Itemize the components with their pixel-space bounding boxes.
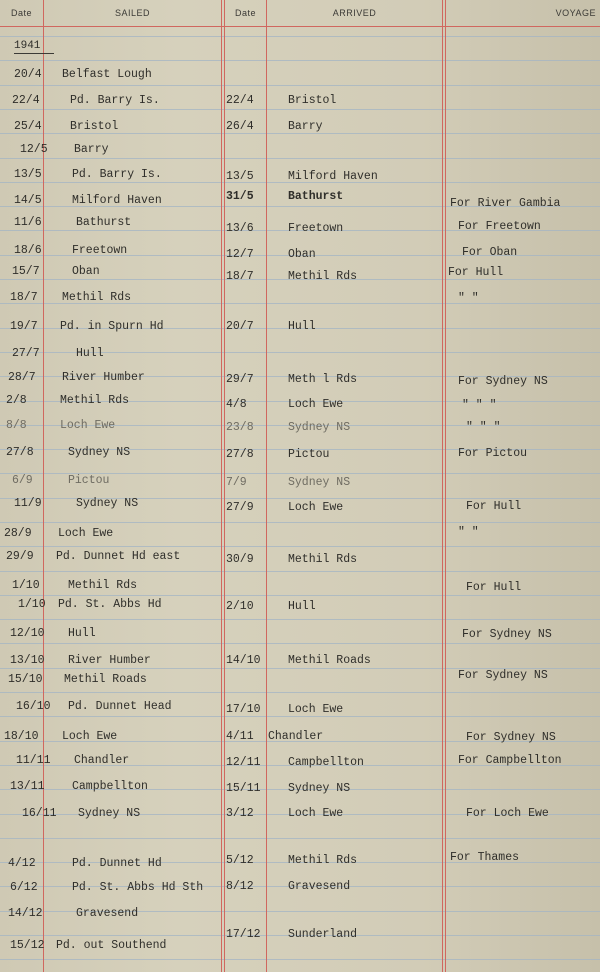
voyage-note: For Loch Ewe (466, 807, 549, 820)
arrived-date: 18/7 (226, 270, 254, 283)
ruled-line (0, 838, 600, 839)
arrived-date: 14/10 (226, 654, 261, 667)
sailed-place: Pd. Barry Is. (72, 168, 162, 181)
header-date-arrived: Date (234, 8, 256, 18)
arrived-date: 5/12 (226, 854, 254, 867)
ruled-line (0, 60, 600, 61)
header-arrived: ARRIVED (332, 8, 377, 18)
sailed-place: Hull (68, 627, 96, 640)
ruled-line (0, 85, 600, 86)
voyage-note: For Hull (466, 581, 522, 594)
sailed-place: Bathurst (76, 216, 132, 229)
sailed-place: Pd. St. Abbs Hd Sth (72, 881, 204, 894)
sailed-date: 11/6 (14, 216, 42, 229)
header-sailed: SAILED (114, 8, 150, 18)
arrived-place: Meth l Rds (288, 373, 358, 386)
sailed-date: 15/10 (8, 673, 43, 686)
arrived-date: 27/9 (226, 501, 254, 514)
arrived-date: 2/10 (226, 600, 254, 613)
sailed-place: Loch Ewe (62, 730, 118, 743)
sailed-date: 6/12 (10, 881, 38, 894)
arrived-date: 4/11 (226, 730, 254, 743)
ruled-line (0, 158, 600, 159)
arrived-place: Sydney NS (288, 476, 351, 489)
arrived-date: 22/4 (226, 94, 254, 107)
arrived-date: 13/6 (226, 222, 254, 235)
voyage-note: " " (458, 526, 479, 539)
sailed-date: 15/7 (12, 265, 40, 278)
arrived-place: Loch Ewe (288, 703, 344, 716)
sailed-date: 2/8 (6, 394, 27, 407)
sailed-place: Pd. Dunnet Hd (72, 857, 162, 870)
arrived-place: Bristol (288, 94, 337, 107)
sailed-place: Bristol (70, 120, 119, 133)
ruled-line (0, 109, 600, 110)
voyage-note: " " (458, 292, 479, 305)
sailed-place: Gravesend (76, 907, 139, 920)
ruled-line (0, 522, 600, 523)
sailed-place: Pictou (68, 474, 110, 487)
arrived-place: Loch Ewe (288, 501, 344, 514)
arrived-place: Milford Haven (288, 170, 378, 183)
arrived-place: Pictou (288, 448, 330, 461)
arrived-place: Campbellton (288, 756, 364, 769)
sailed-place: Methil Rds (62, 291, 132, 304)
header-date-sailed: Date (10, 8, 32, 18)
sailed-date: 19/7 (10, 320, 38, 333)
arrived-place: Barry (288, 120, 323, 133)
sailed-date: 6/9 (12, 474, 33, 487)
sailed-date: 14/12 (8, 907, 43, 920)
arrived-place: Loch Ewe (288, 807, 344, 820)
sailed-date: 11/11 (16, 754, 51, 767)
arrived-place: Freetown (288, 222, 344, 235)
sailed-place: Pd. St. Abbs Hd (58, 598, 162, 611)
sailed-place: Freetown (72, 244, 128, 257)
voyage-note: For Thames (450, 851, 520, 864)
sailed-place: Hull (76, 347, 104, 360)
arrived-date: 12/7 (226, 248, 254, 261)
sailed-date: 1/10 (12, 579, 40, 592)
arrived-date: 8/12 (226, 880, 254, 893)
arrived-date: 12/11 (226, 756, 261, 769)
arrived-date: 13/5 (226, 170, 254, 183)
arrived-place: Gravesend (288, 880, 351, 893)
sailed-date: 13/5 (14, 168, 42, 181)
arrived-date: 15/11 (226, 782, 261, 795)
arrived-date: 3/12 (226, 807, 254, 820)
ruled-line (0, 959, 600, 960)
sailed-place: Pd. Barry Is. (70, 94, 160, 107)
sailed-place: Campbellton (72, 780, 148, 793)
sailed-date: 27/8 (6, 446, 34, 459)
arrived-date: 17/10 (226, 703, 261, 716)
ruled-line (0, 619, 600, 620)
voyage-note: For Sydney NS (462, 628, 552, 641)
sailed-date: 18/6 (14, 244, 42, 257)
sailed-date: 16/10 (16, 700, 51, 713)
sailed-date: 22/4 (12, 94, 40, 107)
ruled-line (0, 571, 600, 572)
rule-arrived (442, 0, 443, 972)
arrived-date: 7/9 (226, 476, 247, 489)
voyage-note: For Pictou (458, 447, 528, 460)
sailed-place: Pd. in Spurn Hd (60, 320, 164, 333)
arrived-date: 27/8 (226, 448, 254, 461)
sailed-place: Sydney NS (76, 497, 139, 510)
voyage-note: For Campbellton (458, 754, 562, 767)
sailed-date: 25/4 (14, 120, 42, 133)
sailed-date: 16/11 (22, 807, 57, 820)
sailed-place: Methil Roads (64, 673, 147, 686)
sailed-date: 28/9 (4, 527, 32, 540)
voyage-note: For Sydney NS (458, 375, 548, 388)
voyage-note: For Sydney NS (458, 669, 548, 682)
sailed-place: River Humber (68, 654, 151, 667)
ruled-line (0, 36, 600, 37)
arrived-date: 4/8 (226, 398, 247, 411)
arrived-place: Methil Rds (288, 854, 358, 867)
rule-date2 (266, 0, 267, 972)
sailed-date: 27/7 (12, 347, 40, 360)
sailed-date: 12/10 (10, 627, 45, 640)
sailed-place: Chandler (74, 754, 130, 767)
sailed-date: 1/10 (18, 598, 46, 611)
year-heading: 1941 (14, 40, 54, 54)
rule-sailed (221, 0, 222, 972)
arrived-place: Sydney NS (288, 782, 351, 795)
sailed-date: 18/7 (10, 291, 38, 304)
voyage-note: " " " (462, 399, 497, 412)
sailed-date: 12/5 (20, 143, 48, 156)
header-rule (0, 26, 600, 27)
arrived-place: Methil Roads (288, 654, 371, 667)
voyage-note: For Sydney NS (466, 731, 556, 744)
sailed-date: 14/5 (14, 194, 42, 207)
sailed-place: Sydney NS (68, 446, 131, 459)
sailed-date: 8/8 (6, 419, 27, 432)
sailed-date: 4/12 (8, 857, 36, 870)
sailed-date: 13/11 (10, 780, 45, 793)
header-voyage: VOYAGE (555, 8, 596, 18)
voyage-note: For Hull (448, 266, 504, 279)
sailed-place: Methil Rds (60, 394, 130, 407)
arrived-place: Methil Rds (288, 553, 358, 566)
sailed-place: Loch Ewe (60, 419, 116, 432)
ruled-line (0, 546, 600, 547)
arrived-place: Hull (288, 320, 316, 333)
arrived-date: 17/12 (226, 928, 261, 941)
arrived-place: Methil Rds (288, 270, 358, 283)
arrived-date: 20/7 (226, 320, 254, 333)
arrived-date: 23/8 (226, 421, 254, 434)
arrived-place: Sydney NS (288, 421, 351, 434)
sailed-date: 18/10 (4, 730, 39, 743)
arrived-date: 31/5 (226, 190, 254, 203)
sailed-place: Oban (72, 265, 100, 278)
sailed-place: Belfast Lough (62, 68, 152, 81)
sailed-place: Sydney NS (78, 807, 141, 820)
arrived-date: 29/7 (226, 373, 254, 386)
arrived-place: Loch Ewe (288, 398, 344, 411)
arrived-place: Oban (288, 248, 316, 261)
arrived-place: Hull (288, 600, 316, 613)
voyage-note: " " " (466, 421, 501, 434)
sailed-place: Pd. out Southend (56, 939, 167, 952)
ruled-line (0, 643, 600, 644)
sailed-place: Pd. Dunnet Head (68, 700, 172, 713)
sailed-place: Methil Rds (68, 579, 138, 592)
sailed-place: Milford Haven (72, 194, 162, 207)
ruled-line (0, 692, 600, 693)
sailed-place: Pd. Dunnet Hd east (56, 550, 181, 563)
sailed-date: 29/9 (6, 550, 34, 563)
arrived-date: 26/4 (226, 120, 254, 133)
sailed-date: 20/4 (14, 68, 42, 81)
ruled-line (0, 595, 600, 596)
sailed-date: 13/10 (10, 654, 45, 667)
arrived-place: Chandler (268, 730, 324, 743)
arrived-place: Sunderland (288, 928, 358, 941)
sailed-date: 28/7 (8, 371, 36, 384)
sailed-place: Barry (74, 143, 109, 156)
arrived-date: 30/9 (226, 553, 254, 566)
voyage-note: For Hull (466, 500, 522, 513)
sailed-place: Loch Ewe (58, 527, 114, 540)
voyage-note: For Freetown (458, 220, 541, 233)
voyage-note: For Oban (462, 246, 518, 259)
voyage-note: For River Gambia (450, 197, 561, 210)
sailed-date: 15/12 (10, 939, 45, 952)
arrived-place: Bathurst (288, 190, 344, 203)
sailed-date: 11/9 (14, 497, 42, 510)
sailed-place: River Humber (62, 371, 145, 384)
